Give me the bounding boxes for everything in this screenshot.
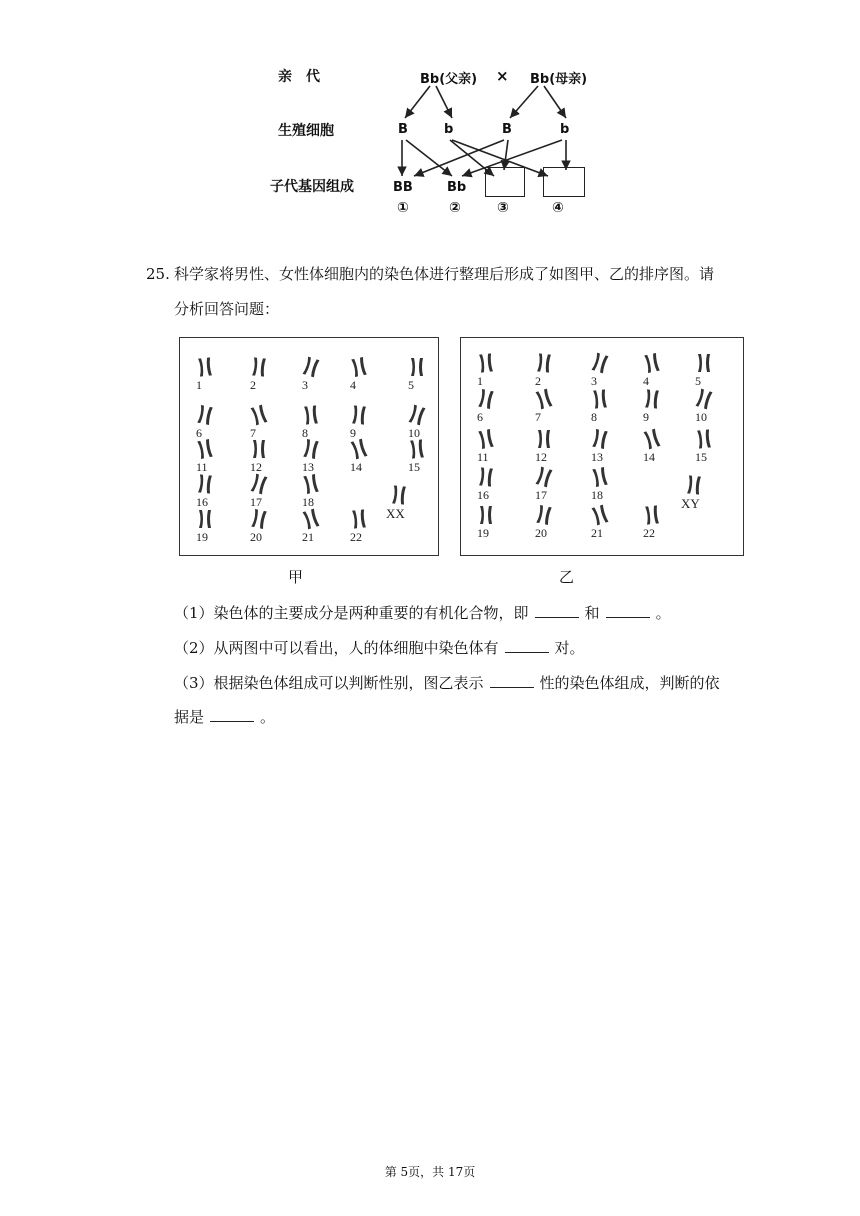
pair-number-8: 8: [591, 410, 597, 424]
sub3-mid: 性的染色体组成，判断的依: [539, 674, 720, 692]
chromosome-pair-15: [406, 438, 428, 460]
page-footer: 第 5页，共 17页: [384, 1165, 476, 1179]
cross-arrows: [0, 0, 860, 230]
sub1-and: 和: [584, 604, 600, 622]
pair-number-18: 18: [591, 488, 603, 502]
gamete-b-father: b: [444, 122, 454, 137]
pair-number-12: 12: [535, 450, 547, 464]
chromosome-pair-9: [348, 404, 370, 426]
pair-number-7: 7: [250, 426, 256, 440]
chromosome-pair-22: [348, 508, 370, 530]
chromosome-pair-12: [533, 428, 555, 450]
chromosome-pair-22: [641, 504, 663, 526]
answer-blank-3b[interactable]: [210, 707, 254, 722]
chromosome-pair-10: [406, 404, 428, 426]
pair-number-15: 15: [695, 450, 707, 464]
chromosome-pair-5: [693, 352, 715, 374]
pair-number-14: 14: [350, 460, 362, 474]
pair-number-9: 9: [643, 410, 649, 424]
row-label-parents: 亲 代: [278, 69, 320, 85]
row-label-gametes: 生殖细胞: [278, 123, 334, 139]
chromosome-pair-11: [194, 438, 216, 460]
pair-number-3: 3: [302, 378, 308, 392]
pair-number-13: 13: [591, 450, 603, 464]
chromosome-pair-7: [533, 388, 555, 410]
chromosome-pair-17: [248, 473, 270, 495]
sub3-end: 。: [260, 708, 276, 726]
answer-blank-1a[interactable]: [535, 603, 579, 618]
chromosome-pair-7: [248, 404, 270, 426]
pair-number-10: 10: [408, 426, 420, 440]
pair-number-18: 18: [302, 495, 314, 509]
chromosome-pair-20: [248, 508, 270, 530]
chromosome-pair-8: [589, 388, 611, 410]
chromosome-pair-5: [406, 356, 428, 378]
chromosome-pair-2: [248, 356, 270, 378]
chromosome-pair-19: [475, 504, 497, 526]
pair-number-21: 21: [302, 530, 314, 544]
pair-number-1: 1: [477, 374, 483, 388]
sub-question-1: [174, 602, 671, 624]
chromosome-pair-15: [693, 428, 715, 450]
chromosome-pair-4: [641, 352, 663, 374]
pair-number-16: 16: [477, 488, 489, 502]
chromosome-pair-14: [348, 438, 370, 460]
pair-number-11: 11: [477, 450, 489, 464]
pair-number-4: 4: [350, 378, 356, 392]
chromosome-pair-12: [248, 438, 270, 460]
chromosome-pair-9: [641, 388, 663, 410]
sex-chromosome-pair: [388, 484, 410, 506]
pair-number-5: 5: [408, 378, 414, 392]
chromosome-pair-21: [300, 508, 322, 530]
pair-number-17: 17: [250, 495, 262, 509]
cross-symbol: ×: [496, 67, 509, 85]
sub3-line2-text: 据是: [174, 708, 205, 726]
pair-number-19: 19: [196, 530, 208, 544]
chromosome-pair-16: [194, 473, 216, 495]
chromosome-pair-13: [589, 428, 611, 450]
chromosome-pair-6: [475, 388, 497, 410]
chromosome-pair-14: [641, 428, 663, 450]
circled-number-4: ④: [552, 200, 564, 216]
pair-number-15: 15: [408, 460, 420, 474]
pair-number-14: 14: [643, 450, 655, 464]
father-genotype: Bb(父亲): [420, 72, 478, 87]
sex-chromosome-label: XY: [681, 496, 700, 511]
chromosome-pair-21: [589, 504, 611, 526]
sub-question-2: [174, 637, 585, 659]
karyotype-yi-panel: [460, 337, 744, 556]
mother-genotype: Bb(母亲): [530, 72, 588, 87]
gamete-b-mother: b: [560, 122, 570, 137]
sub2-text: （2）从两图中可以看出，人的体细胞中染色体有: [174, 639, 499, 657]
karyotype-jia-caption: 甲: [288, 568, 304, 586]
sex-chromosome-label: XX: [386, 506, 405, 521]
question-number: 25.: [146, 265, 170, 283]
chromosome-pair-19: [194, 508, 216, 530]
chromosome-pair-6: [194, 404, 216, 426]
pair-number-5: 5: [695, 374, 701, 388]
question-stem-line2: 分析回答问题：: [174, 300, 280, 318]
circled-number-3: ③: [497, 200, 509, 216]
circled-number-1: ①: [397, 200, 409, 216]
offspring-BB: BB: [393, 180, 413, 195]
pair-number-1: 1: [196, 378, 202, 392]
pair-number-22: 22: [350, 530, 362, 544]
pair-number-6: 6: [477, 410, 483, 424]
chromosome-pair-20: [533, 504, 555, 526]
pair-number-20: 20: [250, 530, 262, 544]
pair-number-6: 6: [196, 426, 202, 440]
pair-number-20: 20: [535, 526, 547, 540]
sub-question-3: [174, 672, 720, 694]
chromosome-pair-13: [300, 438, 322, 460]
pair-number-10: 10: [695, 410, 707, 424]
chromosome-pair-1: [475, 352, 497, 374]
chromosome-pair-17: [533, 466, 555, 488]
chromosome-pair-3: [300, 356, 322, 378]
karyotype-yi-caption: 乙: [559, 568, 575, 586]
row-label-offspring: 子代基因组成: [270, 179, 354, 195]
sub-question-3-line2: [174, 706, 275, 728]
chromosome-pair-1: [194, 356, 216, 378]
pair-number-22: 22: [643, 526, 655, 540]
sub2-end: 对。: [554, 639, 585, 657]
sub1-end: 。: [655, 604, 671, 622]
pair-number-21: 21: [591, 526, 603, 540]
sub1-text: （1）染色体的主要成分是两种重要的有机化合物，即: [174, 604, 529, 622]
answer-blank-1b[interactable]: [606, 603, 650, 618]
pair-number-2: 2: [250, 378, 256, 392]
pair-number-11: 11: [196, 460, 208, 474]
circled-number-2: ②: [449, 200, 461, 216]
chromosome-pair-3: [589, 352, 611, 374]
pair-number-7: 7: [535, 410, 541, 424]
pair-number-2: 2: [535, 374, 541, 388]
question-stem-line1: 科学家将男性、女性体细胞内的染色体进行整理后形成了如图甲、乙的排序图。请: [174, 265, 715, 283]
chromosome-pair-18: [589, 466, 611, 488]
pair-number-3: 3: [591, 374, 597, 388]
chromosome-pair-8: [300, 404, 322, 426]
chromosome-pair-10: [693, 388, 715, 410]
chromosome-pair-18: [300, 473, 322, 495]
chromosome-pair-11: [475, 428, 497, 450]
chromosome-pair-4: [348, 356, 370, 378]
pair-number-13: 13: [302, 460, 314, 474]
answer-blank-2[interactable]: [505, 638, 549, 653]
chromosome-pair-2: [533, 352, 555, 374]
pair-number-8: 8: [302, 426, 308, 440]
pair-number-12: 12: [250, 460, 262, 474]
chromosome-pair-16: [475, 466, 497, 488]
sex-chromosome-pair: [683, 474, 705, 496]
pair-number-19: 19: [477, 526, 489, 540]
karyotype-jia-panel: [179, 337, 439, 556]
pair-number-9: 9: [350, 426, 356, 440]
gamete-B-mother: B: [502, 122, 512, 137]
pair-number-4: 4: [643, 374, 649, 388]
offspring-Bb: Bb: [447, 180, 467, 195]
pair-number-16: 16: [196, 495, 208, 509]
pair-number-17: 17: [535, 488, 547, 502]
gamete-B-father: B: [398, 122, 408, 137]
sub3-text: （3）根据染色体组成可以判断性别，图乙表示: [174, 674, 484, 692]
answer-blank-3a[interactable]: [490, 673, 534, 688]
